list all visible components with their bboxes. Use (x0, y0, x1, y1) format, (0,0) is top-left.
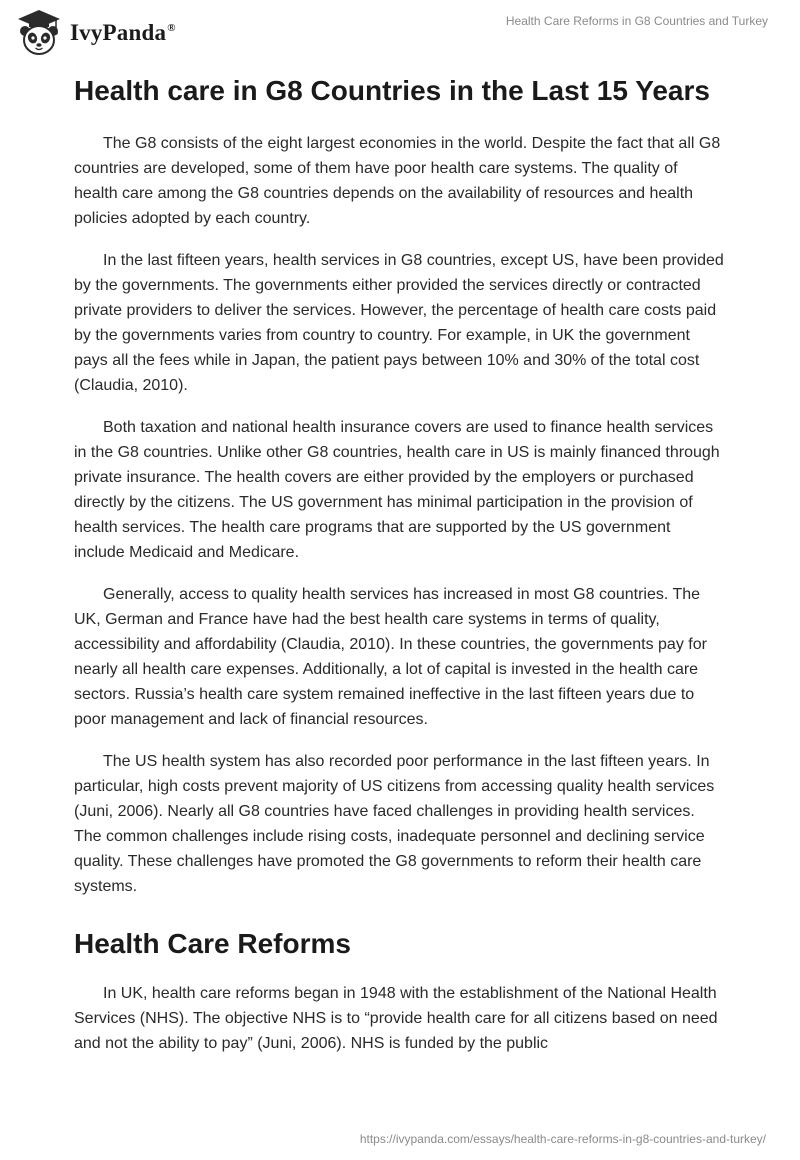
document-title: Health Care Reforms in G8 Countries and Turkey (505, 14, 768, 28)
paragraph: Generally, access to quality health services has increased in most G8 countries. The UK, German and France have had the best health care systems in terms of quality, accessibility and affordability (Claudia, 2010). In these countries, the governments pay for nearly all health care expenses. Additionally, a lot of capital is invested in the health care sectors. Russia’s health care system remained ineffective in the last fifteen years due to poor management and lack of financial resources. (74, 586, 707, 728)
source-url[interactable]: https://ivypanda.com/essays/health-care-reforms-in-g8-countries-and-turkey/ (359, 1132, 766, 1146)
paragraph: The US health system has also recorded poor performance in the last fifteen years. In particular, high costs prevent majority of US citizens from accessing quality health services (Juni, 2006). Nearly all G8 countries have faced challenges in providing health services. The common challenges include rising costs, inadequate personnel and declining service quality. These challenges have promoted the G8 governments to reform their health care systems. (74, 753, 715, 895)
essay-content (74, 72, 724, 1056)
page-header (0, 0, 800, 70)
brand-text: IvyPanda (70, 20, 167, 45)
panda-graduate-icon (14, 8, 64, 58)
paragraph: The G8 consists of the eight largest economies in the world. Despite the fact that all G8 countries are developed, some of them have poor health care systems. The quality of health care among the G8 countries depends on the availability of resources and health policies adopted by each country. (74, 135, 721, 227)
registered-mark: ® (167, 22, 176, 35)
section-heading: Health Care Reforms (74, 928, 351, 959)
paragraph: In UK, health care reforms began in 1948 with the establishment of the National Health Services (NHS). The objective NHS is to “provide health care for all citizens based on need and not the ability to pay” (Juni, 2006). NHS is funded by the public (74, 985, 718, 1052)
brand-logo[interactable] (14, 8, 176, 58)
paragraph: Both taxation and national health insurance covers are used to finance health services in the G8 countries. Unlike other G8 countries, health care in US is mainly financed through private insurance. The health covers are either provided by the employers or purchased directly by the citizens. The US government has minimal participation in the provision of health services. The health care programs that are supported by the US government include Medicaid and Medicare. (74, 419, 720, 561)
paragraph: In the last fifteen years, health services in G8 countries, except US, have been provided by the governments. The governments either provided the services directly or contracted private providers to deliver the services. However, the percentage of health care costs paid by the governments varies from country to country. For example, in UK the government pays all the fees while in Japan, the patient pays between 10% and 30% of the total cost (Claudia, 2010). (74, 252, 724, 394)
brand-name (70, 20, 176, 46)
section-heading: Health care in G8 Countries in the Last 15 Years (74, 75, 710, 106)
